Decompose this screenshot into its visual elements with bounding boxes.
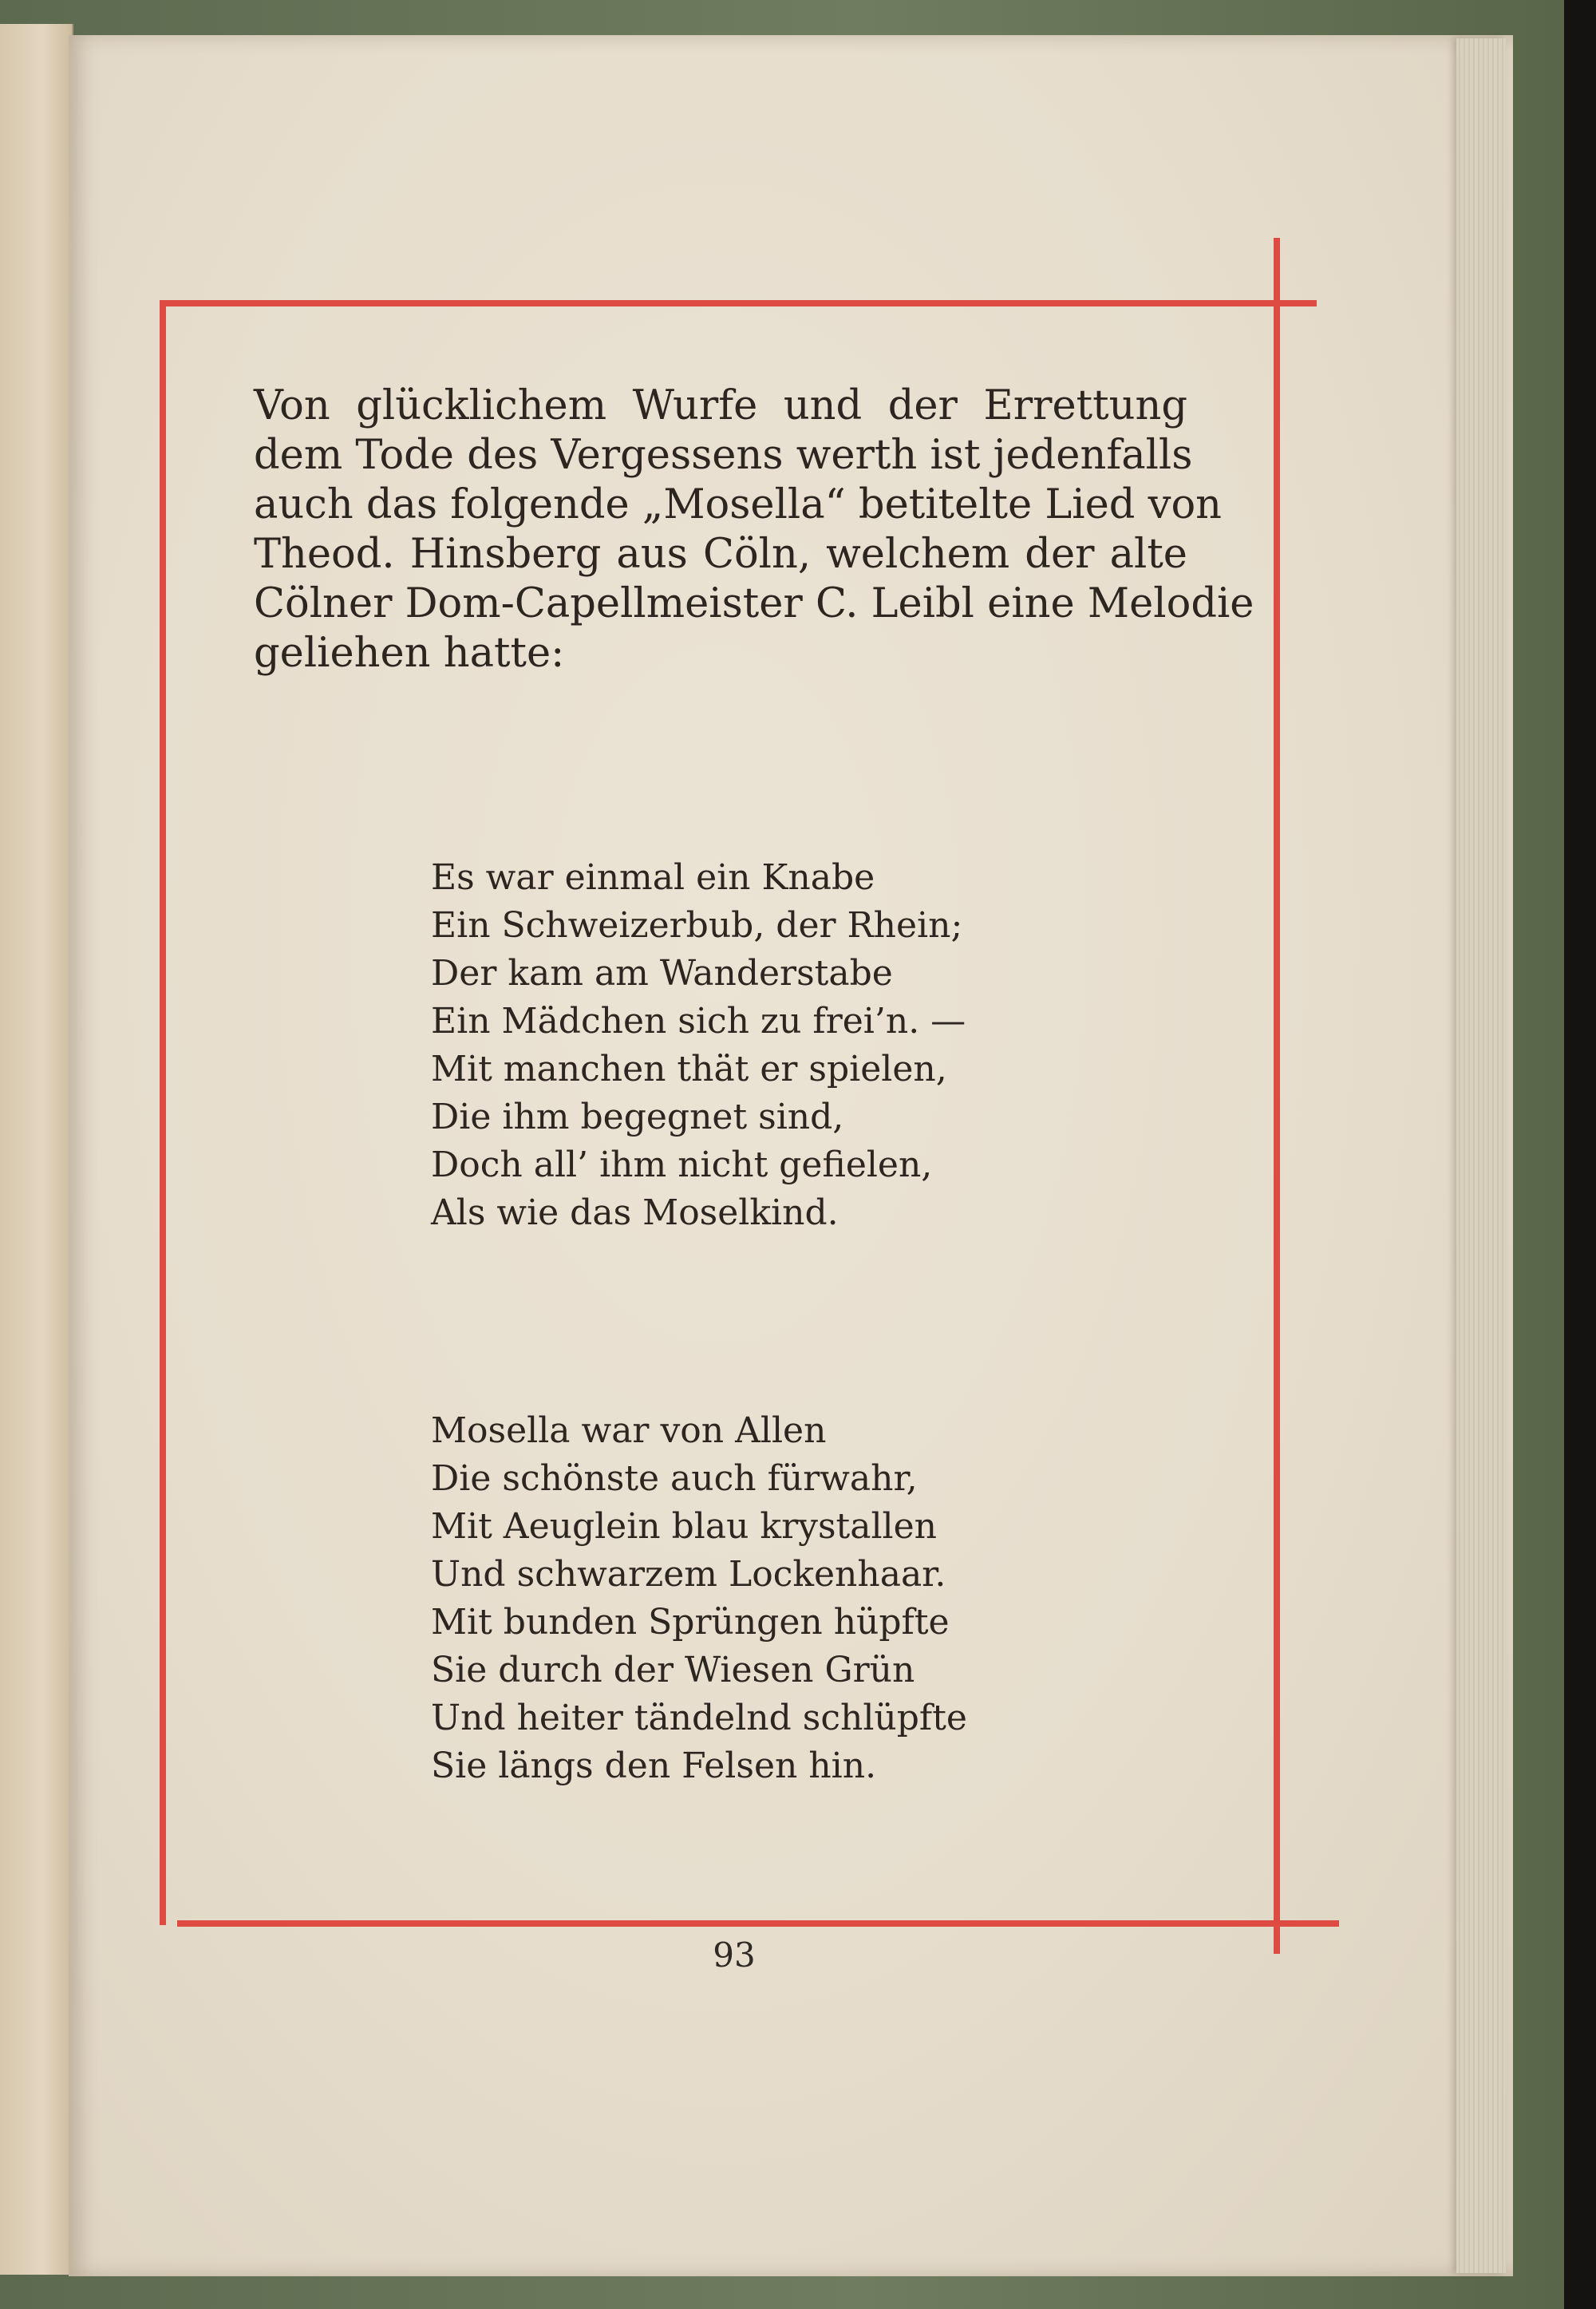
poem-stanza-1 bbox=[431, 854, 990, 1237]
page-block-edges bbox=[1456, 38, 1506, 2273]
intro-line: Theod. Hinsberg aus Cöln, welchem der alte bbox=[254, 531, 1187, 578]
frame-rule-left bbox=[160, 300, 166, 1925]
verse-line: Mosella war von Allen bbox=[431, 1410, 827, 1451]
poem-stanza-2 bbox=[431, 1407, 990, 1790]
verse-line: Mit bunden Sprüngen hüpfte bbox=[431, 1602, 950, 1643]
verse-line: Sie längs den Felsen hin. bbox=[431, 1746, 877, 1786]
verse-line: Sie durch der Wiesen Grün bbox=[431, 1650, 915, 1690]
verse-line: Die ihm begegnet sind, bbox=[431, 1097, 844, 1137]
intro-line: auch das folgende „Mosella“ betitelte Lied von bbox=[254, 481, 1223, 528]
intro-line: dem Tode des Vergessens werth ist jedenfalls bbox=[254, 432, 1193, 479]
intro-line: geliehen hatte: bbox=[254, 630, 565, 677]
intro-line: Cölner Dom-Capellmeister C. Leibl eine Melodie bbox=[254, 580, 1254, 627]
frame-rule-top bbox=[160, 300, 1317, 306]
verse-line: Es war einmal ein Knabe bbox=[431, 857, 875, 898]
verse-line: Doch all’ ihm nicht gefielen, bbox=[431, 1145, 933, 1185]
verse-line: Die schönste auch fürwahr, bbox=[431, 1458, 918, 1499]
verse-line: Und heiter tändelnd schlüpfte bbox=[431, 1698, 967, 1738]
intro-paragraph bbox=[254, 382, 1254, 678]
verse-line: Und schwarzem Lockenhaar. bbox=[431, 1554, 946, 1595]
intro-line: Von glücklichem Wurfe und der Errettung bbox=[254, 382, 1187, 429]
verse-line: Mit manchen thät er spielen, bbox=[431, 1049, 947, 1089]
frame-rule-bottom bbox=[177, 1920, 1339, 1927]
page-number: 93 bbox=[713, 1935, 756, 1975]
verse-line: Mit Aeuglein blau krystallen bbox=[431, 1506, 937, 1547]
verse-line: Ein Mädchen sich zu frei’n. — bbox=[431, 1001, 966, 1042]
facing-page-edge bbox=[0, 24, 73, 2275]
frame-rule-right bbox=[1274, 238, 1280, 1954]
verse-line: Ein Schweizerbub, der Rhein; bbox=[431, 905, 963, 946]
verse-line: Der kam am Wanderstabe bbox=[431, 953, 893, 994]
verse-line: Als wie das Moselkind. bbox=[431, 1192, 839, 1233]
